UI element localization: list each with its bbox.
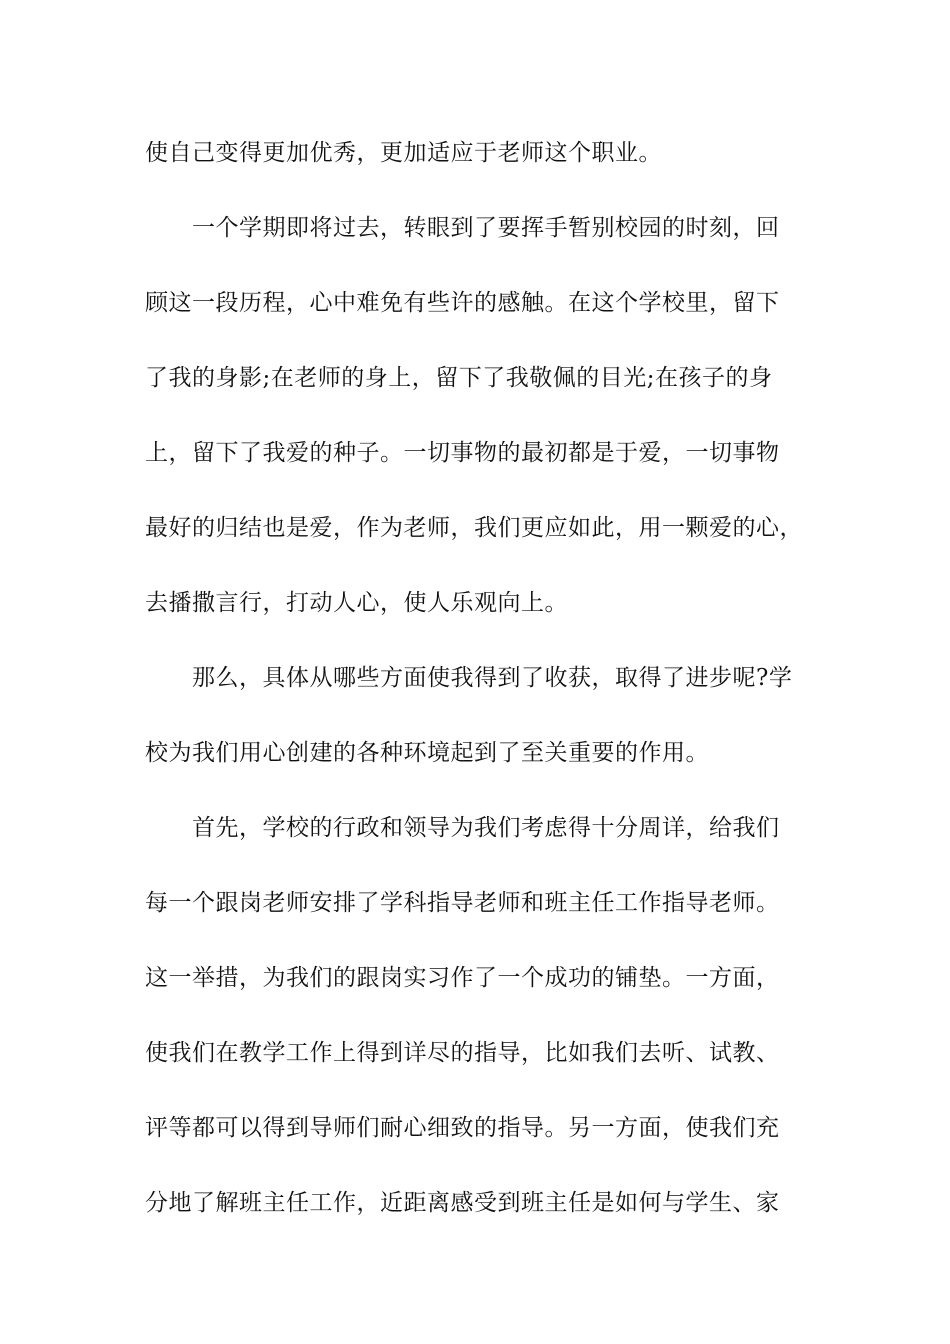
paragraph-start-line: 首先，学校的行政和领导为我们考虑得十分周详，给我们 (192, 815, 780, 841)
document-body (145, 133, 825, 1258)
text-line: 使自己变得更加优秀，更加适应于老师这个职业。 (145, 140, 662, 166)
text-line: 校为我们用心创建的各种环境起到了至关重要的作用。 (145, 740, 709, 766)
paragraph-start-line: 一个学期即将过去，转眼到了要挥手暂别校园的时刻，回 (192, 215, 780, 241)
text-line: 分地了解班主任工作，近距离感受到班主任是如何与学生、家 (145, 1190, 780, 1216)
text-line: 这一举措，为我们的跟岗实习作了一个成功的铺垫。一方面， (145, 965, 780, 991)
text-line: 评等都可以得到导师们耐心细致的指导。另一方面，使我们充 (145, 1115, 780, 1141)
text-line: 去播撒言行，打动人心，使人乐观向上。 (145, 590, 568, 616)
text-line: 了我的身影;在老师的身上，留下了我敬佩的目光;在孩子的身 (145, 365, 773, 391)
text-line: 顾这一段历程，心中难免有些许的感触。在这个学校里，留下 (145, 290, 780, 316)
paragraph-start-line: 那么，具体从哪些方面使我得到了收获，取得了进步呢?学 (192, 665, 793, 691)
text-line: 最好的归结也是爱，作为老师，我们更应如此，用一颗爱的心， (145, 515, 803, 541)
text-line: 上，留下了我爱的种子。一切事物的最初都是于爱，一切事物 (145, 440, 780, 466)
text-line: 使我们在教学工作上得到详尽的指导，比如我们去听、试教、 (145, 1040, 780, 1066)
text-line: 每一个跟岗老师安排了学科指导老师和班主任工作指导老师。 (145, 890, 780, 916)
